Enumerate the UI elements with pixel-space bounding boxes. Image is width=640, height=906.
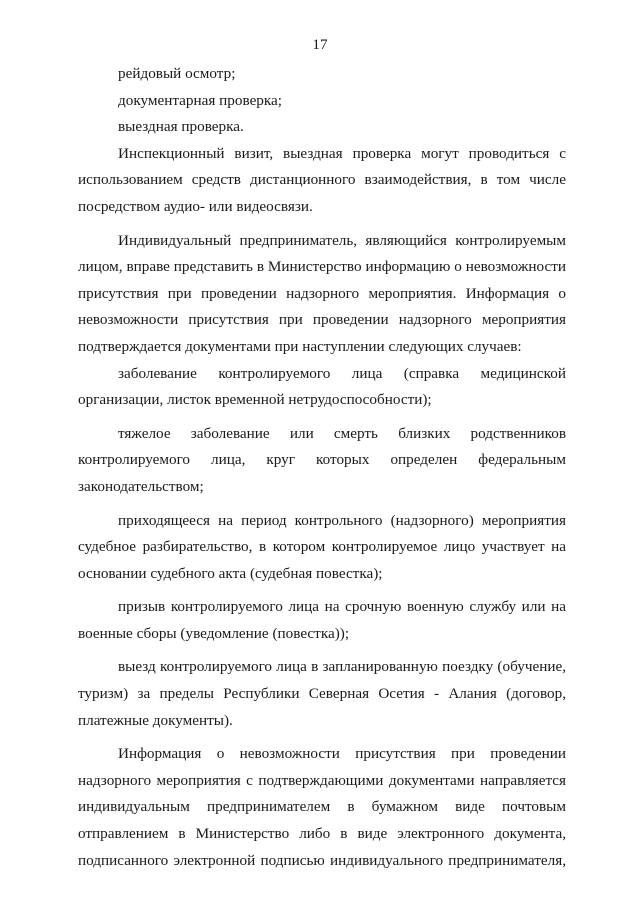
page-number: 17 bbox=[312, 36, 328, 53]
text-line: Индивидуальный предприниматель, являющийся контролируемым bbox=[118, 231, 566, 249]
text-line: лицом, вправе представить в Министерство информацию о невозможности bbox=[78, 258, 566, 276]
text-line: платежные документы). bbox=[78, 711, 233, 729]
text-line: подписанного электронной подписью индивидуального предпринимателя, bbox=[78, 851, 566, 869]
text-line: отправлением в Министерство либо в виде электронного документа, bbox=[78, 825, 566, 843]
text-line: призыв контролируемого лица на срочную военную службу или на bbox=[118, 598, 566, 616]
text-line: индивидуальным предпринимателем в бумажном виде почтовым bbox=[78, 798, 566, 816]
text-line: Информация о невозможности присутствия при проведении bbox=[118, 745, 566, 763]
text-line: посредством аудио- или видеосвязи. bbox=[78, 197, 313, 215]
text-line: рейдовый осмотр; bbox=[118, 65, 236, 82]
text-line: контролируемого лица, круг которых определен федеральным bbox=[78, 451, 566, 469]
text-line: заболевание контролируемого лица (справка медицинской bbox=[118, 364, 566, 382]
text-line: использованием средств дистанционного взаимодействия, в том числе bbox=[78, 171, 566, 189]
text-line: выездная проверка. bbox=[118, 118, 244, 136]
text-line: документарная проверка; bbox=[118, 91, 283, 109]
text-line: судебное разбирательство, в котором контролируемое лицо участвует на bbox=[78, 538, 566, 556]
text-line: туризм) за пределы Республики Северная Осетия - Алания (договор, bbox=[78, 685, 566, 703]
text-line: надзорного мероприятия с подтверждающими документами направляется bbox=[78, 771, 566, 789]
text-line: приходящееся на период контрольного (надзорного) мероприятия bbox=[118, 511, 566, 529]
text-line: Инспекционный визит, выездная проверка могут проводиться с bbox=[118, 144, 566, 162]
text-line: военные сборы (уведомление (повестка)); bbox=[78, 624, 350, 642]
text-line: присутствия при проведении надзорного мероприятия. Информация о bbox=[78, 284, 566, 302]
text-line: тяжелое заболевание или смерть близких родственников bbox=[118, 424, 566, 442]
document-body bbox=[78, 61, 566, 874]
text-line: подтверждается документами при наступлении следующих случаев: bbox=[78, 337, 522, 355]
text-line: основании судебного акта (судебная повестка); bbox=[78, 564, 383, 582]
text-line: выезд контролируемого лица в запланированную поездку (обучение, bbox=[118, 658, 566, 676]
text-line: невозможности присутствия при проведении надзорного мероприятия bbox=[78, 311, 566, 329]
text-line: организации, листок временной нетрудоспособности); bbox=[78, 391, 432, 409]
text-line: законодательством; bbox=[78, 477, 204, 495]
